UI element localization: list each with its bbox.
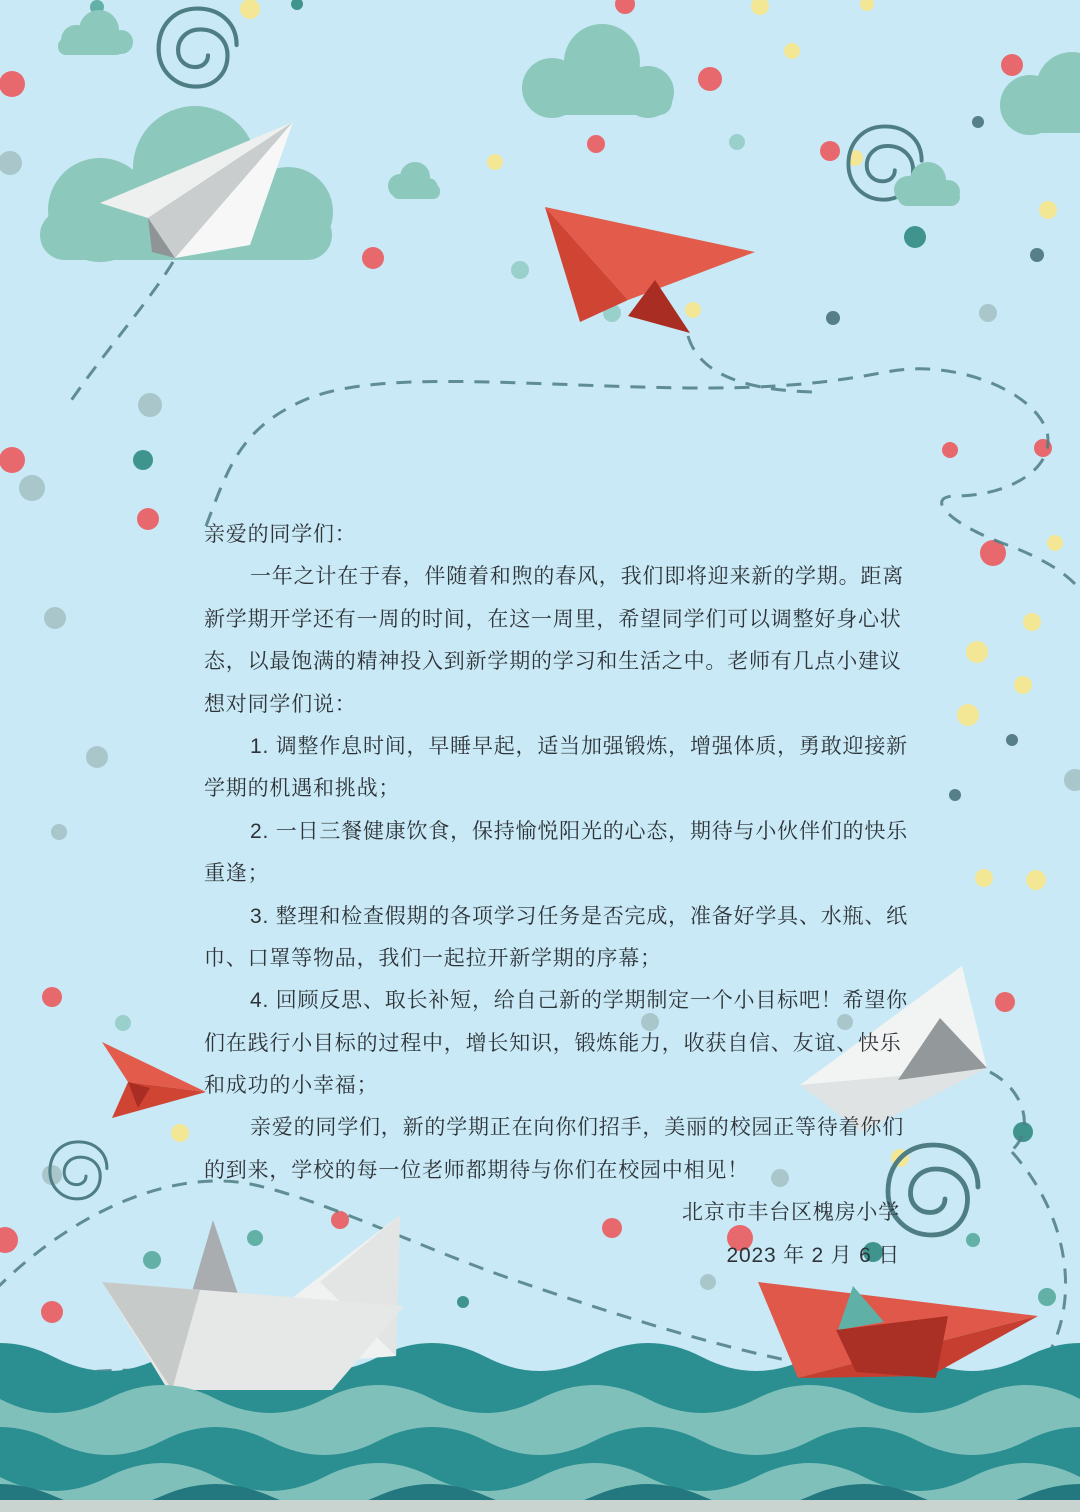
paper-plane-icon bbox=[545, 207, 755, 333]
yellow-dot bbox=[685, 302, 701, 318]
red-dot bbox=[137, 508, 159, 530]
letter-line: 和成功的小幸福； bbox=[204, 1074, 379, 1098]
red-dot bbox=[41, 1301, 63, 1323]
yellow-dot bbox=[240, 0, 260, 19]
teal-dot bbox=[966, 1233, 980, 1247]
pale-dot bbox=[51, 824, 67, 840]
pale-dot bbox=[138, 393, 162, 417]
yellow-dot bbox=[1014, 676, 1032, 694]
red-dot bbox=[942, 442, 958, 458]
cloud-icon bbox=[522, 24, 674, 118]
slate-dot bbox=[1030, 248, 1044, 262]
paleTeal-dot bbox=[511, 261, 529, 279]
tealDark-dot bbox=[904, 226, 926, 248]
letter-line: 重逢； bbox=[204, 862, 270, 886]
yellow-dot bbox=[1026, 870, 1046, 890]
yellow-dot bbox=[171, 1124, 189, 1142]
paper-boat-icon bbox=[758, 1282, 1038, 1378]
red-dot bbox=[698, 67, 722, 91]
letter-line: 想对同学们说： bbox=[204, 692, 357, 716]
slate-dot bbox=[972, 116, 984, 128]
yellow-dot bbox=[751, 0, 769, 15]
letter-line: 态，以最饱满的精神投入到新学期的学习和生活之中。老师有几点小建议 bbox=[204, 650, 902, 674]
letter-line: 学期的机遇和挑战； bbox=[204, 777, 401, 801]
cloud-icon bbox=[894, 162, 960, 206]
pale-dot bbox=[44, 607, 66, 629]
yellow-dot bbox=[957, 704, 979, 726]
slate-dot bbox=[949, 789, 961, 801]
red-dot bbox=[0, 71, 25, 97]
yellow-dot bbox=[1023, 613, 1041, 631]
letter-line: 2023 年 2 月 6 日 bbox=[726, 1243, 900, 1267]
pale-dot bbox=[1064, 769, 1080, 791]
red-dot bbox=[587, 135, 605, 153]
trail-white-plane-left bbox=[70, 262, 173, 402]
slate-dot bbox=[1006, 734, 1018, 746]
yellow-dot bbox=[975, 869, 993, 887]
letter-line: 2. 一日三餐健康饮食，保持愉悦阳光的心态，期待与小伙伴们的快乐 bbox=[250, 819, 908, 843]
pale-dot bbox=[19, 475, 45, 501]
pale-dot bbox=[0, 151, 22, 175]
letter-line: 们在践行小目标的过程中，增长知识，锻炼能力，收获自信、友谊、快乐 bbox=[204, 1031, 902, 1055]
yellow-dot bbox=[966, 641, 988, 663]
bottom-strip bbox=[0, 1500, 1080, 1512]
letter-line: 4. 回顾反思、取长补短，给自己新的学期制定一个小目标吧！希望你 bbox=[250, 989, 908, 1013]
pale-dot bbox=[979, 304, 997, 322]
tealDark-dot bbox=[457, 1296, 469, 1308]
red-dot bbox=[0, 447, 25, 473]
paleTeal-dot bbox=[729, 134, 745, 150]
cloud-icon bbox=[58, 10, 133, 55]
red-dot bbox=[1001, 54, 1023, 76]
red-dot bbox=[42, 987, 62, 1007]
letter-line: 北京市丰台区槐房小学 bbox=[682, 1201, 900, 1225]
yellow-dot bbox=[1047, 535, 1063, 551]
letter-line: 巾、口罩等物品，我们一起拉开新学期的序幕； bbox=[204, 946, 662, 970]
letter-line: 亲爱的同学们，新的学期正在向你们招手，美丽的校园正等待着你们 bbox=[250, 1116, 904, 1140]
letter-line: 亲爱的同学们： bbox=[204, 523, 357, 546]
tealDark-dot bbox=[133, 450, 153, 470]
letter-line: 一年之计在于春，伴随着和煦的春风，我们即将迎来新的学期。距离 bbox=[250, 565, 904, 589]
tealDark-dot bbox=[291, 0, 303, 10]
slate-dot bbox=[826, 311, 840, 325]
teal-dot bbox=[143, 1251, 161, 1269]
pale-dot bbox=[86, 746, 108, 768]
yellow-dot bbox=[860, 0, 874, 11]
yellow-dot bbox=[784, 43, 800, 59]
red-dot bbox=[615, 0, 635, 14]
yellow-dot bbox=[1039, 201, 1057, 219]
paleTeal-dot bbox=[115, 1015, 131, 1031]
letter-line: 3. 整理和检查假期的各项学习任务是否完成，准备好学具、水瓶、纸 bbox=[250, 904, 908, 928]
red-dot bbox=[995, 992, 1015, 1012]
yellow-dot bbox=[487, 154, 503, 170]
red-dot bbox=[362, 247, 384, 269]
letter-body bbox=[204, 514, 906, 1277]
red-dot bbox=[0, 1227, 18, 1253]
teal-dot bbox=[1038, 1288, 1056, 1306]
letter-line: 的到来，学校的每一位老师都期待与你们在校园中相见！ bbox=[204, 1158, 749, 1182]
letter-line: 1. 调整作息时间，早睡早起，适当加强锻炼，增强体质，勇敢迎接新 bbox=[250, 734, 908, 758]
cloud-icon bbox=[388, 162, 440, 199]
letter-line: 新学期开学还有一周的时间，在这一周里，希望同学们可以调整好身心状 bbox=[204, 607, 902, 631]
paper-plane-icon bbox=[102, 1042, 206, 1118]
swirl-icon bbox=[159, 9, 237, 87]
red-dot bbox=[820, 141, 840, 161]
